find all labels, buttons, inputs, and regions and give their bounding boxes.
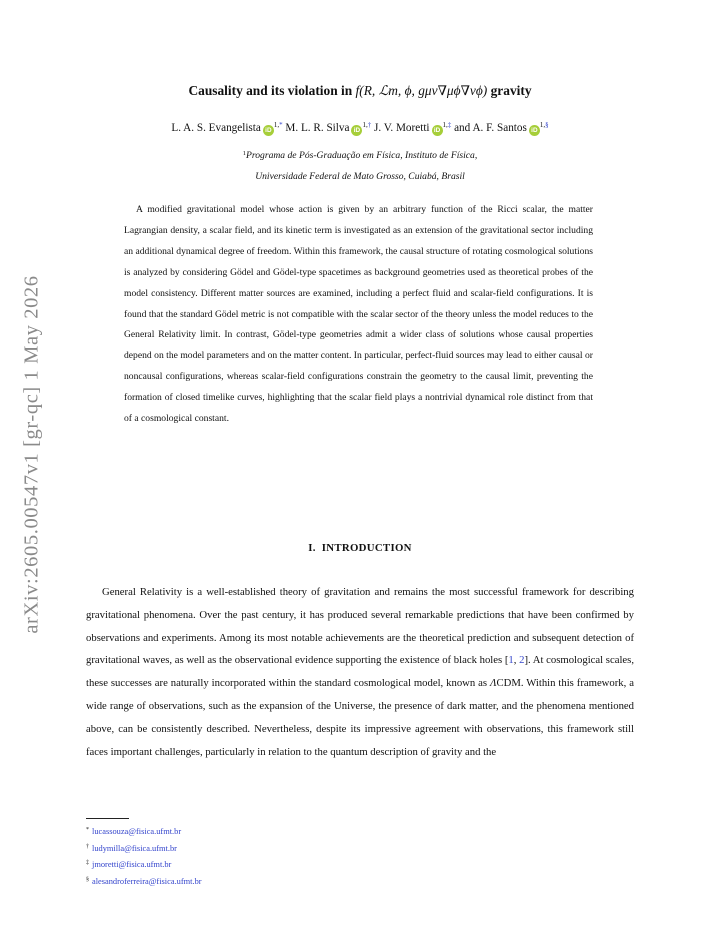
section-number: I. — [308, 542, 316, 554]
author-2 — [285, 122, 374, 134]
lambda-symbol: Λ — [490, 677, 497, 690]
footnotes — [86, 823, 202, 890]
footnote-item — [86, 873, 202, 890]
footnote-mark: § — [86, 877, 89, 884]
affiliation-number: 1 — [242, 150, 247, 157]
author-3: J. V. Moretti $iD^{1,\ddagger}$ and — [374, 121, 473, 134]
citation-link-2[interactable]: 2 — [519, 654, 525, 667]
arxiv-identifier-text: arXiv:2605.00547v1 [gr-qc] 1 May 2026 — [20, 274, 43, 634]
orcid-icon[interactable]: iD — [529, 125, 540, 136]
author-affil-marker: 1,‡ — [442, 121, 452, 129]
abstract: A modified gravitational model whose action is given by an arbitrary function of the Ricci scalar, the matter Lagrangian density, a scalar field, and its kinetic term is investigated as an extension of the gravitational sector including an additional dynamical degree of freedom. Within this framework, the causal structure of rotating cosmological solutions is analyzed by considering Gödel and Gödel-type spacetimes as background geometries used as theoretical probes of the model consistency. Different matter sources are examined, including a perfect fluid and scalar-field configurations. It is found that the standard Gödel metric is not compatible with the scalar sector of the theory unless the model reduces to the General Relativity limit. In contrast, Gödel-type geometries admit a wider class of solutions whose causal properties depend on the model parameters and on the matter content. In particular, perfect-fluid sources may lead to either causal or noncausal configurations, whereas scalar-field configurations constrain the geometry to the causal limit, preventing the formation of closed timelike curves, highlighting that the scalar field plays a nontrivial dynamical role distinct from that of a cosmological constant. — [124, 204, 593, 425]
affiliation-line-2 — [80, 171, 640, 182]
email-link[interactable]: jmoretti@fisica.ufmt.br — [92, 860, 172, 870]
affiliation-text-2: Universidade Federal de Mato Grosso, Cuiabá, Brasil — [255, 171, 465, 182]
author-list — [70, 121, 650, 136]
footnote-link[interactable]: * — [279, 121, 283, 129]
author-4 — [472, 122, 548, 134]
title-text-before: Causality and its violation in — [188, 83, 356, 98]
orcid-icon[interactable]: iD — [351, 125, 362, 136]
email-link[interactable]: ludymilla@fisica.ufmt.br — [92, 843, 177, 853]
affiliation-line-1 — [80, 150, 640, 161]
section-heading-introduction — [80, 542, 640, 554]
title-math-expression: f(R, ℒm, ϕ, gμν∇μϕ∇νϕ) — [355, 83, 488, 98]
footnote-item — [86, 840, 202, 857]
title-text-after: gravity — [487, 83, 532, 98]
author-name: J. V. Moretti — [374, 122, 430, 134]
footnote-link[interactable]: † — [367, 121, 372, 129]
footnote-mark: † — [86, 843, 89, 850]
author-affil-marker: 1,* — [273, 121, 283, 129]
footnote-item — [86, 856, 202, 873]
footnote-link[interactable]: § — [545, 121, 549, 129]
section-title: INTRODUCTION — [321, 542, 412, 554]
footnote-divider — [86, 818, 129, 819]
paper-title — [80, 83, 640, 99]
author-name: L. A. S. Evangelista — [171, 122, 261, 134]
author-1 — [171, 122, 285, 134]
footnote-link[interactable]: ‡ — [447, 121, 452, 129]
introduction-paragraph: General Relativity is a well-established theory of gravitation and remains the most successful framework for describing gravitational phenomena. Over the past century, it has produced several remarkable predictions that have been confirmed by observations and experiments. Among its most notable achievements are the theoretical prediction and subsequent detection of gravitational waves, as well as the observational evidence supporting the existence of black holes [1, 2]. At cosmological scales, these successes are naturally incorporated within the standard cosmological model, known as ΛCDM. Within this framework, a wide range of observations, such as the expansion of the Universe, the presence of dark matter, and the phenomena mentioned above, can be consistently described. Nevertheless, despite its impressive agreement with observations, this framework still faces important challenges, particularly in relation to the quantum description of gravity and the — [86, 586, 634, 758]
author-name: A. F. Santos — [472, 122, 527, 134]
footnote-mark: ‡ — [86, 860, 89, 867]
orcid-icon[interactable]: iD — [432, 125, 443, 136]
citation-link-1[interactable]: 1 — [508, 654, 514, 667]
footnote-mark: * — [86, 827, 89, 833]
arxiv-identifier-stamp — [0, 265, 64, 643]
email-link[interactable]: alesandroferreira@fisica.ufmt.br — [92, 877, 202, 887]
footnote-item — [86, 823, 202, 840]
author-name: M. L. R. Silva — [285, 122, 350, 134]
author-affil-marker: 1,§ — [539, 121, 549, 129]
author-affil-marker: 1,† — [362, 121, 372, 129]
affiliation-text-1: Programa de Pós-Graduação em Física, Instituto de Física, — [246, 150, 478, 161]
email-link[interactable]: lucassouza@fisica.ufmt.br — [92, 827, 182, 836]
orcid-icon[interactable]: iD — [263, 125, 274, 136]
